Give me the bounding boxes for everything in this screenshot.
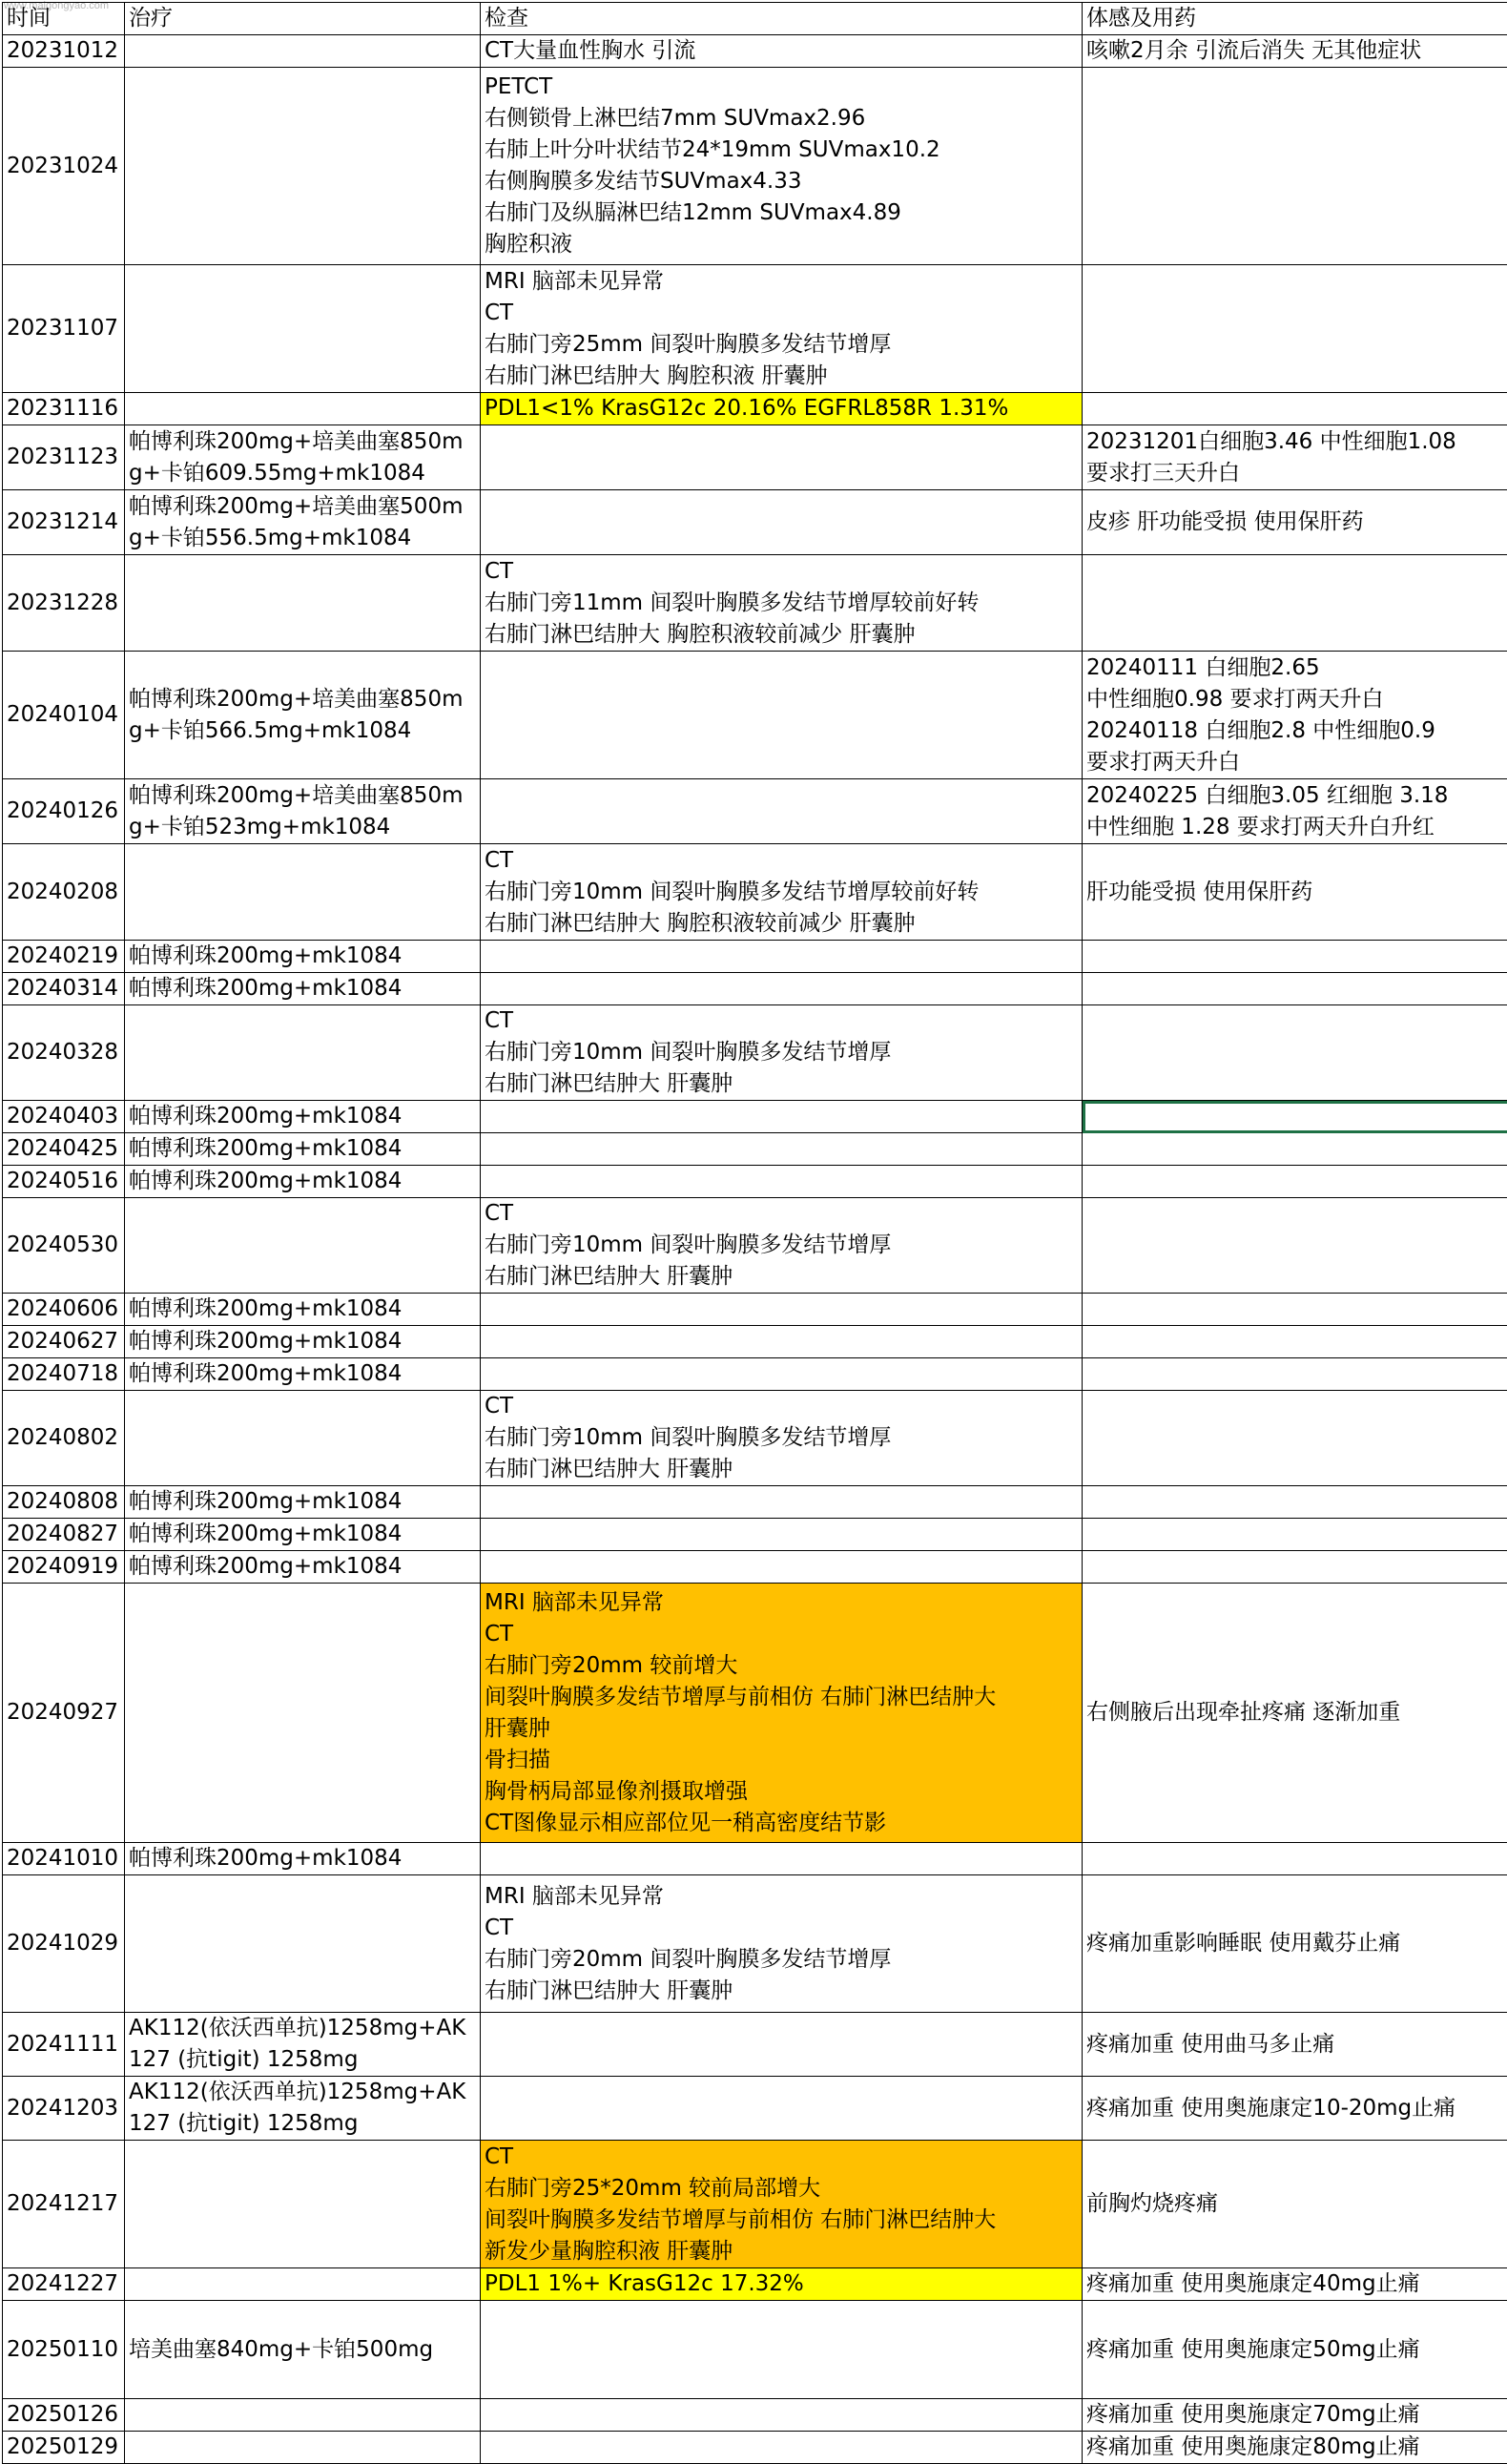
feeling-cell[interactable] <box>1083 490 1507 555</box>
date-cell[interactable]: 20240219 <box>3 941 125 973</box>
feeling-cell[interactable] <box>1083 1166 1507 1198</box>
table-row <box>3 2301 1507 2399</box>
feeling-cell[interactable] <box>1083 1875 1507 2013</box>
feeling-cell[interactable] <box>1083 1133 1507 1166</box>
feeling-cell[interactable] <box>1083 2399 1507 2432</box>
exam-cell[interactable] <box>481 265 1083 393</box>
treatment-cell[interactable] <box>125 68 481 265</box>
treatment-line: g+卡铂566.5mg+mk1084 <box>129 715 476 747</box>
treatment-cell[interactable] <box>125 1358 481 1391</box>
exam-cell[interactable] <box>481 1843 1083 1875</box>
feeling-cell[interactable] <box>1083 2432 1507 2464</box>
treatment-line: 帕博利珠200mg+培美曲塞850m <box>129 780 476 812</box>
exam-line: 右肺门旁10mm 间裂叶胸膜多发结节增厚 <box>485 1037 1078 1068</box>
table-row <box>3 1584 1507 1843</box>
table-row <box>3 1875 1507 2013</box>
treatment-cell[interactable] <box>125 1326 481 1358</box>
exam-line: CT <box>485 1619 1078 1650</box>
header-row <box>3 3 1507 35</box>
feeling-cell[interactable] <box>1083 2301 1507 2399</box>
feeling-line: 20240118 白细胞2.8 中性细胞0.9 <box>1086 715 1505 747</box>
treatment-cell[interactable] <box>125 779 481 844</box>
treatment-cell[interactable] <box>125 2399 481 2432</box>
exam-line: 右肺门淋巴结肿大 肝囊肿 <box>485 1454 1078 1485</box>
feeling-cell[interactable] <box>1083 973 1507 1005</box>
feeling-line: 要求打三天升白 <box>1086 458 1505 489</box>
date-cell[interactable]: 20241227 <box>3 2268 125 2301</box>
table-row <box>3 1843 1507 1875</box>
exam-line: CT图像显示相应部位见一稍高密度结节影 <box>485 1808 1078 1839</box>
feeling-line: 疼痛加重影响睡眠 使用戴芬止痛 <box>1086 1928 1505 1959</box>
exam-cell[interactable] <box>481 2301 1083 2399</box>
exam-line: 右肺门淋巴结肿大 胸腔积液较前减少 肝囊肿 <box>485 619 1078 651</box>
exam-line: 右肺门淋巴结肿大 肝囊肿 <box>485 1976 1078 2007</box>
feeling-cell[interactable] <box>1083 1551 1507 1584</box>
feeling-cell[interactable] <box>1083 1358 1507 1391</box>
exam-cell[interactable] <box>481 1101 1083 1133</box>
treatment-cell[interactable] <box>125 1166 481 1198</box>
exam-line: MRI 脑部未见异常 <box>485 1881 1078 1913</box>
table-row <box>3 393 1507 425</box>
exam-line: CT <box>485 2142 1078 2173</box>
exam-line: 右肺门淋巴结肿大 胸腔积液 肝囊肿 <box>485 361 1078 392</box>
treatment-line: g+卡铂556.5mg+mk1084 <box>129 523 476 554</box>
feeling-cell[interactable] <box>1083 779 1507 844</box>
treatment-cell[interactable] <box>125 1391 481 1486</box>
date-cell[interactable]: 20240530 <box>3 1198 125 1294</box>
feeling-cell[interactable] <box>1083 393 1507 425</box>
treatment-cell[interactable] <box>125 1486 481 1519</box>
treatment-cell[interactable] <box>125 1198 481 1294</box>
table-row <box>3 265 1507 393</box>
treatment-cell[interactable] <box>125 1133 481 1166</box>
table-row <box>3 1198 1507 1294</box>
exam-cell[interactable] <box>481 555 1083 652</box>
feeling-line: 要求打两天升白 <box>1086 747 1505 778</box>
table-row <box>3 555 1507 652</box>
treatment-cell[interactable] <box>125 393 481 425</box>
treatment-line: 帕博利珠200mg+mk1084 <box>129 1294 476 1325</box>
treatment-line: 帕博利珠200mg+mk1084 <box>129 1133 476 1165</box>
exam-cell[interactable] <box>481 844 1083 941</box>
feeling-cell[interactable] <box>1083 2077 1507 2141</box>
feeling-line: 疼痛加重 使用奥施康定70mg止痛 <box>1086 2399 1505 2431</box>
date-cell[interactable]: 20240314 <box>3 973 125 1005</box>
exam-line: 右肺门淋巴结肿大 肝囊肿 <box>485 1068 1078 1100</box>
table-row <box>3 941 1507 973</box>
exam-line: 肝囊肿 <box>485 1713 1078 1745</box>
treatment-line: 帕博利珠200mg+mk1084 <box>129 1843 476 1874</box>
feeling-cell[interactable] <box>1083 1843 1507 1875</box>
exam-cell[interactable] <box>481 1551 1083 1584</box>
table-row <box>3 2399 1507 2432</box>
treatment-cell[interactable] <box>125 1519 481 1551</box>
table-row <box>3 2077 1507 2141</box>
treatment-cell[interactable] <box>125 2141 481 2268</box>
treatment-cell[interactable] <box>125 973 481 1005</box>
exam-line: 右侧锁骨上淋巴结7mm SUVmax2.96 <box>485 103 1078 135</box>
feeling-cell[interactable] <box>1083 1005 1507 1101</box>
exam-line: 胸骨柄局部显像剂摄取增强 <box>485 1776 1078 1808</box>
exam-cell[interactable] <box>481 2268 1083 2301</box>
feeling-line: 疼痛加重 使用奥施康定50mg止痛 <box>1086 2334 1505 2366</box>
exam-line: 间裂叶胸膜多发结节增厚与前相仿 右肺门淋巴结肿大 <box>485 1682 1078 1713</box>
date-cell[interactable]: 20240808 <box>3 1486 125 1519</box>
exam-cell[interactable] <box>481 652 1083 779</box>
exam-cell[interactable] <box>481 393 1083 425</box>
exam-line: CT <box>485 1005 1078 1037</box>
exam-line: 右侧胸膜多发结节SUVmax4.33 <box>485 166 1078 197</box>
exam-line: 右肺门旁20mm 较前增大 <box>485 1650 1078 1682</box>
table-row <box>3 1391 1507 1486</box>
treatment-cell[interactable] <box>125 490 481 555</box>
treatment-line: 帕博利珠200mg+mk1084 <box>129 1486 476 1518</box>
treatment-cell[interactable] <box>125 1843 481 1875</box>
exam-cell[interactable] <box>481 2013 1083 2077</box>
treatment-cell[interactable] <box>125 1294 481 1326</box>
table-row <box>3 1519 1507 1551</box>
treatment-line: 帕博利珠200mg+培美曲塞850m <box>129 426 476 458</box>
date-cell[interactable]: 20240328 <box>3 1005 125 1101</box>
table-row <box>3 652 1507 779</box>
date-cell[interactable]: 20240403 <box>3 1101 125 1133</box>
treatment-line: 帕博利珠200mg+培美曲塞850m <box>129 684 476 715</box>
feeling-cell[interactable] <box>1083 68 1507 265</box>
treatment-cell[interactable] <box>125 425 481 490</box>
exam-line: 右肺门及纵膈淋巴结12mm SUVmax4.89 <box>485 197 1078 229</box>
treatment-cell[interactable] <box>125 2013 481 2077</box>
exam-cell[interactable] <box>481 68 1083 265</box>
date-cell[interactable]: 20240104 <box>3 652 125 779</box>
exam-line: CT <box>485 298 1078 329</box>
date-cell[interactable]: 20240802 <box>3 1391 125 1486</box>
feeling-cell[interactable] <box>1083 1101 1507 1133</box>
feeling-cell[interactable] <box>1083 555 1507 652</box>
treatment-line: 帕博利珠200mg+mk1084 <box>129 1101 476 1132</box>
exam-cell[interactable] <box>481 490 1083 555</box>
header-cell-feeling[interactable]: 体感及用药 <box>1083 3 1507 35</box>
feeling-cell[interactable] <box>1083 1486 1507 1519</box>
table-row <box>3 425 1507 490</box>
exam-cell[interactable] <box>481 1486 1083 1519</box>
table-row <box>3 1101 1507 1133</box>
table-row <box>3 2013 1507 2077</box>
date-cell[interactable]: 20231228 <box>3 555 125 652</box>
feeling-cell[interactable] <box>1083 1326 1507 1358</box>
treatment-cell[interactable] <box>125 1551 481 1584</box>
exam-cell[interactable] <box>481 1005 1083 1101</box>
date-cell[interactable]: 20250129 <box>3 2432 125 2464</box>
table-row <box>3 2141 1507 2268</box>
exam-cell[interactable] <box>481 779 1083 844</box>
treatment-line: 127 (抗tigit) 1258mg <box>129 2044 476 2076</box>
treatment-line: g+卡铂523mg+mk1084 <box>129 812 476 843</box>
date-cell[interactable]: 20241029 <box>3 1875 125 2013</box>
exam-line: 右肺门旁25*20mm 较前局部增大 <box>485 2173 1078 2205</box>
exam-line: CT <box>485 1391 1078 1422</box>
feeling-cell[interactable] <box>1083 2141 1507 2268</box>
treatment-line: 帕博利珠200mg+mk1084 <box>129 1326 476 1357</box>
feeling-line: 20231201白细胞3.46 中性细胞1.08 <box>1086 426 1505 458</box>
table-body <box>3 3 1507 2464</box>
date-cell[interactable]: 20231024 <box>3 68 125 265</box>
table-row <box>3 1166 1507 1198</box>
date-cell[interactable]: 20240627 <box>3 1326 125 1358</box>
treatment-cell[interactable] <box>125 2077 481 2141</box>
exam-line: 间裂叶胸膜多发结节增厚与前相仿 右肺门淋巴结肿大 <box>485 2205 1078 2236</box>
spreadsheet-table <box>2 2 1507 2464</box>
exam-cell[interactable] <box>481 2141 1083 2268</box>
date-cell[interactable]: 20240126 <box>3 779 125 844</box>
treatment-line: 帕博利珠200mg+mk1084 <box>129 1519 476 1550</box>
feeling-line: 疼痛加重 使用奥施康定80mg止痛 <box>1086 2432 1505 2463</box>
table-row <box>3 2268 1507 2301</box>
exam-line: CT大量血性胸水 引流 <box>485 35 1078 67</box>
exam-cell[interactable] <box>481 425 1083 490</box>
treatment-line: 帕博利珠200mg+mk1084 <box>129 1166 476 1197</box>
date-cell[interactable]: 20250126 <box>3 2399 125 2432</box>
treatment-cell[interactable] <box>125 1584 481 1843</box>
date-cell[interactable]: 20231123 <box>3 425 125 490</box>
watermark-text: www.maigongyao.com <box>4 0 109 11</box>
treatment-line: 127 (抗tigit) 1258mg <box>129 2108 476 2140</box>
treatment-cell[interactable] <box>125 2268 481 2301</box>
exam-line: CT <box>485 1198 1078 1230</box>
table-row <box>3 973 1507 1005</box>
table-row <box>3 844 1507 941</box>
treatment-line: 帕博利珠200mg+培美曲塞500m <box>129 491 476 523</box>
exam-line: 右肺门旁10mm 间裂叶胸膜多发结节增厚 <box>485 1230 1078 1261</box>
exam-line: 右肺上叶分叶状结节24*19mm SUVmax10.2 <box>485 135 1078 166</box>
feeling-cell[interactable] <box>1083 2268 1507 2301</box>
date-cell[interactable]: 20241217 <box>3 2141 125 2268</box>
feeling-cell[interactable] <box>1083 2013 1507 2077</box>
exam-line: 骨扫描 <box>485 1745 1078 1776</box>
treatment-cell[interactable] <box>125 1005 481 1101</box>
exam-line: MRI 脑部未见异常 <box>485 1587 1078 1619</box>
exam-cell[interactable] <box>481 1519 1083 1551</box>
date-cell[interactable]: 20240827 <box>3 1519 125 1551</box>
feeling-cell[interactable] <box>1083 941 1507 973</box>
date-cell[interactable]: 20240425 <box>3 1133 125 1166</box>
treatment-cell[interactable] <box>125 265 481 393</box>
table-row <box>3 1005 1507 1101</box>
treatment-cell[interactable] <box>125 1875 481 2013</box>
treatment-line: 培美曲塞840mg+卡铂500mg <box>129 2334 476 2366</box>
exam-cell[interactable] <box>481 1875 1083 2013</box>
feeling-line: 疼痛加重 使用曲马多止痛 <box>1086 2029 1505 2060</box>
exam-line: 右肺门旁25mm 间裂叶胸膜多发结节增厚 <box>485 329 1078 361</box>
date-cell[interactable]: 20231116 <box>3 393 125 425</box>
feeling-cell[interactable] <box>1083 1198 1507 1294</box>
date-cell[interactable]: 20240606 <box>3 1294 125 1326</box>
feeling-line: 肝功能受损 使用保肝药 <box>1086 877 1505 908</box>
feeling-cell[interactable] <box>1083 35 1507 68</box>
date-cell[interactable]: 20241203 <box>3 2077 125 2141</box>
date-cell[interactable]: 20240927 <box>3 1584 125 1843</box>
table-row <box>3 1486 1507 1519</box>
exam-line: PDL1<1% KrasG12c 20.16% EGFRL858R 1.31% <box>485 393 1078 424</box>
exam-line: 右肺门淋巴结肿大 肝囊肿 <box>485 1261 1078 1293</box>
date-cell[interactable]: 20240208 <box>3 844 125 941</box>
exam-cell[interactable] <box>481 1326 1083 1358</box>
feeling-cell[interactable] <box>1083 1391 1507 1486</box>
feeling-line: 中性细胞0.98 要求打两天升白 <box>1086 684 1505 715</box>
table-row <box>3 1326 1507 1358</box>
feeling-cell[interactable] <box>1083 1294 1507 1326</box>
exam-line: PDL1 1%+ KrasG12c 17.32% <box>485 2268 1078 2300</box>
exam-line: CT <box>485 556 1078 588</box>
date-cell[interactable]: 20240516 <box>3 1166 125 1198</box>
date-cell[interactable]: 20241010 <box>3 1843 125 1875</box>
exam-line: PETCT <box>485 72 1078 103</box>
exam-cell[interactable] <box>481 1133 1083 1166</box>
table-row <box>3 68 1507 265</box>
exam-cell[interactable] <box>481 2432 1083 2464</box>
table-row <box>3 1358 1507 1391</box>
feeling-cell[interactable] <box>1083 425 1507 490</box>
exam-cell[interactable] <box>481 973 1083 1005</box>
exam-line: 右肺门旁11mm 间裂叶胸膜多发结节增厚较前好转 <box>485 588 1078 619</box>
date-cell[interactable]: 20231107 <box>3 265 125 393</box>
date-cell[interactable]: 20231214 <box>3 490 125 555</box>
feeling-cell[interactable] <box>1083 1519 1507 1551</box>
exam-line: 右肺门旁20mm 间裂叶胸膜多发结节增厚 <box>485 1944 1078 1976</box>
exam-cell[interactable] <box>481 2077 1083 2141</box>
exam-cell[interactable] <box>481 1391 1083 1486</box>
feeling-line: 右侧腋后出现牵扯疼痛 逐渐加重 <box>1086 1697 1505 1729</box>
treatment-line: 帕博利珠200mg+mk1084 <box>129 1358 476 1390</box>
treatment-cell[interactable] <box>125 652 481 779</box>
table-row <box>3 1551 1507 1584</box>
treatment-line: 帕博利珠200mg+mk1084 <box>129 1551 476 1583</box>
treatment-line: 帕博利珠200mg+mk1084 <box>129 973 476 1004</box>
table-row <box>3 490 1507 555</box>
exam-cell[interactable] <box>481 1166 1083 1198</box>
exam-cell[interactable] <box>481 35 1083 68</box>
exam-line: 胸腔积液 <box>485 229 1078 260</box>
feeling-line: 疼痛加重 使用奥施康定10-20mg止痛 <box>1086 2093 1505 2124</box>
feeling-line: 皮疹 肝功能受损 使用保肝药 <box>1086 507 1505 538</box>
treatment-cell[interactable] <box>125 555 481 652</box>
treatment-cell[interactable] <box>125 2432 481 2464</box>
table-row <box>3 1294 1507 1326</box>
exam-cell[interactable] <box>481 2399 1083 2432</box>
exam-cell[interactable] <box>481 1294 1083 1326</box>
exam-cell[interactable] <box>481 1198 1083 1294</box>
exam-line: CT <box>485 1913 1078 1944</box>
header-cell-date[interactable]: 时间 <box>3 3 125 35</box>
header-cell-treatment[interactable]: 治疗 <box>125 3 481 35</box>
date-cell[interactable]: 20231012 <box>3 35 125 68</box>
exam-cell[interactable] <box>481 1358 1083 1391</box>
feeling-line: 前胸灼烧疼痛 <box>1086 2188 1505 2220</box>
feeling-line: 疼痛加重 使用奥施康定40mg止痛 <box>1086 2268 1505 2300</box>
exam-line: 右肺门淋巴结肿大 胸腔积液较前减少 肝囊肿 <box>485 908 1078 940</box>
feeling-cell[interactable] <box>1083 1584 1507 1843</box>
date-cell[interactable]: 20250110 <box>3 2301 125 2399</box>
exam-line: MRI 脑部未见异常 <box>485 266 1078 298</box>
date-cell[interactable]: 20240919 <box>3 1551 125 1584</box>
feeling-cell[interactable] <box>1083 652 1507 779</box>
feeling-line: 中性细胞 1.28 要求打两天升白升红 <box>1086 812 1505 843</box>
exam-cell[interactable] <box>481 941 1083 973</box>
treatment-cell[interactable] <box>125 941 481 973</box>
exam-line: 右肺门旁10mm 间裂叶胸膜多发结节增厚 <box>485 1422 1078 1454</box>
header-cell-exam[interactable]: 检查 <box>481 3 1083 35</box>
exam-line: CT <box>485 845 1078 877</box>
exam-cell[interactable] <box>481 1584 1083 1843</box>
treatment-line: AK112(依沃西单抗)1258mg+AK <box>129 2077 476 2108</box>
feeling-line: 咳嗽2月余 引流后消失 无其他症状 <box>1086 35 1505 67</box>
table-row <box>3 779 1507 844</box>
exam-line: 右肺门旁10mm 间裂叶胸膜多发结节增厚较前好转 <box>485 877 1078 908</box>
feeling-cell[interactable] <box>1083 844 1507 941</box>
treatment-line: g+卡铂609.55mg+mk1084 <box>129 458 476 489</box>
treatment-line: AK112(依沃西单抗)1258mg+AK <box>129 2013 476 2044</box>
treatment-cell[interactable] <box>125 1101 481 1133</box>
feeling-line: 20240225 白细胞3.05 红细胞 3.18 <box>1086 780 1505 812</box>
treatment-cell[interactable] <box>125 2301 481 2399</box>
date-cell[interactable]: 20240718 <box>3 1358 125 1391</box>
table-row <box>3 1133 1507 1166</box>
treatment-cell[interactable] <box>125 844 481 941</box>
treatment-line: 帕博利珠200mg+mk1084 <box>129 941 476 972</box>
treatment-cell[interactable] <box>125 35 481 68</box>
exam-line: 新发少量胸腔积液 肝囊肿 <box>485 2236 1078 2267</box>
table-row <box>3 35 1507 68</box>
table-row <box>3 2432 1507 2464</box>
feeling-cell[interactable] <box>1083 265 1507 393</box>
feeling-line: 20240111 白细胞2.65 <box>1086 652 1505 684</box>
date-cell[interactable]: 20241111 <box>3 2013 125 2077</box>
